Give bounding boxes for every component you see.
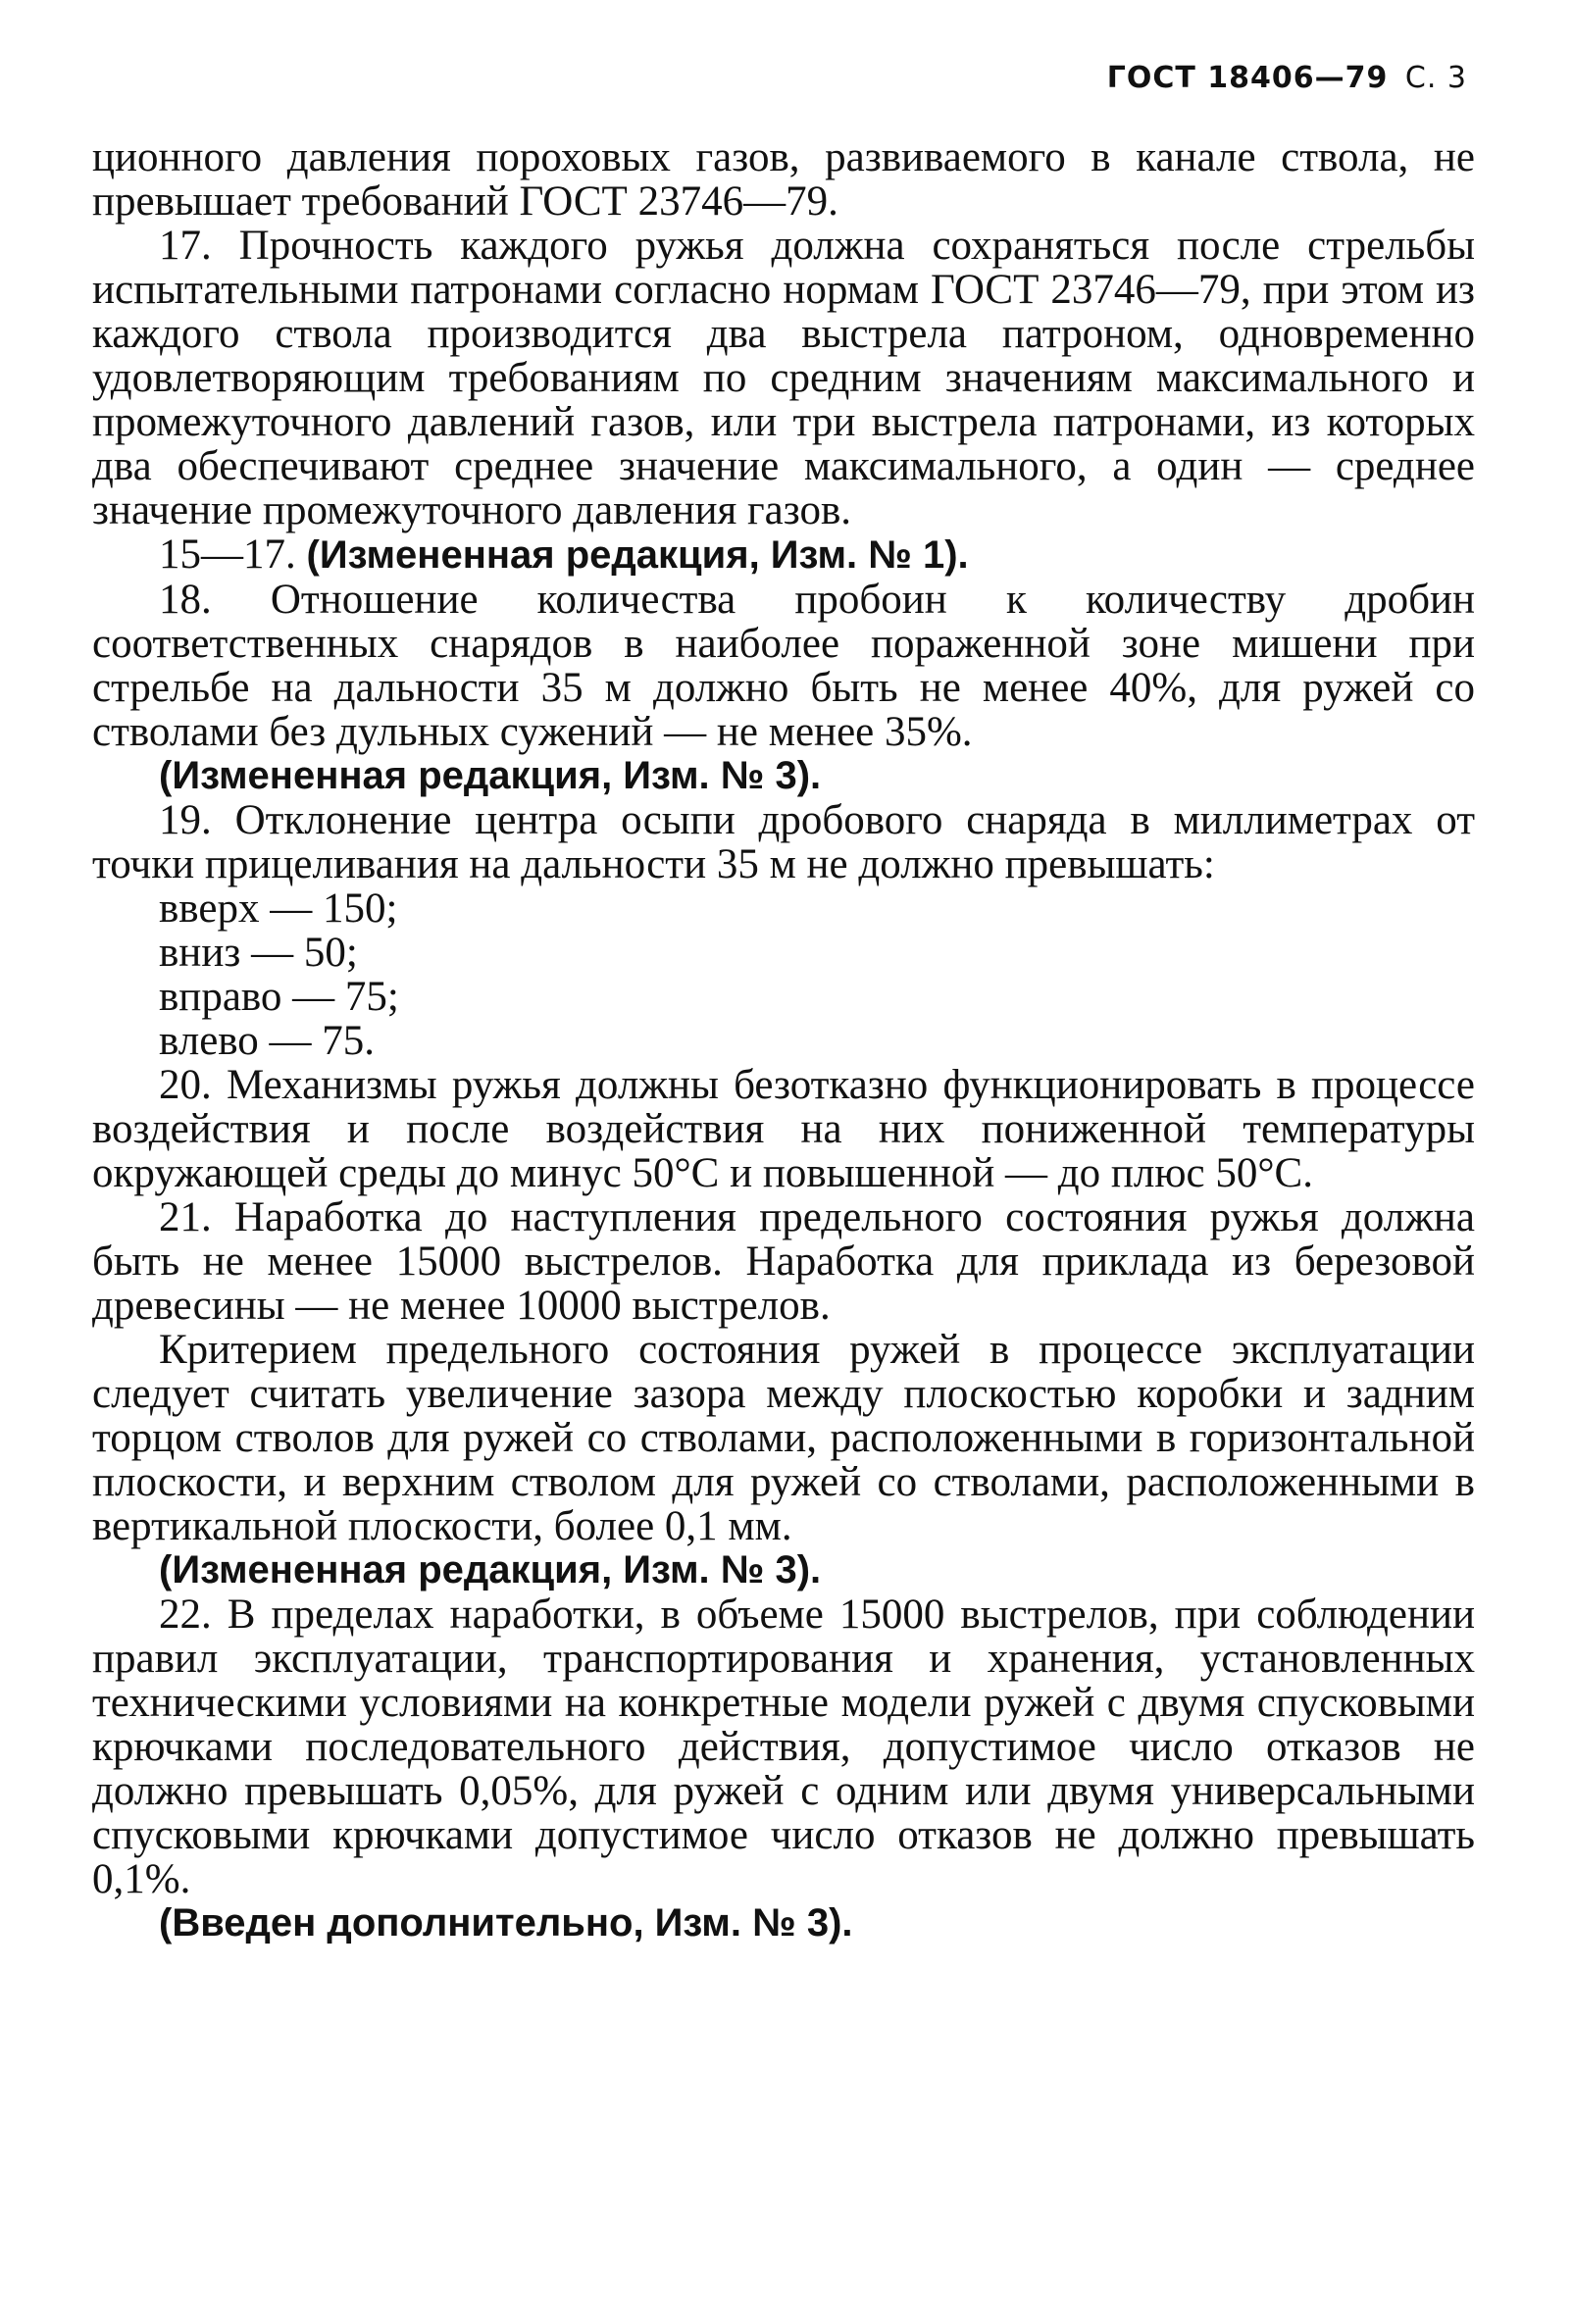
- paragraph-21-criterion: Критерием предельного состояния ружей в процессе эксплуатации следует считать увеличение зазора между плоскостью коробки и задним торцом стволов для ружей со стволами, расположенными в горизонтальной плоскости, и верхним стволом для ружей со стволами, расположенными в вертикальной плоскости, более 0,1 мм.: [92, 1327, 1475, 1549]
- list-item-right: вправо — 75;: [159, 974, 399, 1020]
- paragraph-19: 19. Отклонение центра осыпи дробового снаряда в миллиметрах от точки прицеливания на дальности 35 м не должно превышать:: [92, 797, 1475, 887]
- document-body: [92, 135, 1475, 1945]
- page-number: С. 3: [1404, 61, 1467, 95]
- amendment-note-18: (Измененная редакция, Изм. № 3).: [159, 754, 822, 797]
- list-item-down: вниз — 50;: [159, 930, 358, 976]
- amendment-note-22: (Введен дополнительно, Изм. № 3).: [159, 1901, 853, 1945]
- list-item-up: вверх — 150;: [159, 885, 398, 932]
- paragraph-17: 17. Прочность каждого ружья должна сохраняться после стрельбы испытательными патронами согласно нормам ГОСТ 23746—79, при этом из каждого ствола производится два выстрела патроном, одновременно удовлетворяющим требованиям по средним значениям максимального и промежуточного давлений газов, или три выстрела патронами, из которых два обеспечивают среднее значение максимального, а один — среднее значение промежуточного давления газов.: [92, 223, 1475, 533]
- list-item-left: влево — 75.: [159, 1018, 376, 1064]
- paragraph-18: 18. Отношение количества пробоин к количеству дробин соответственных снарядов в наиболее пораженной зоне мишени при стрельбе на дальности 35 м должно быть не менее 40%, для ружей со стволами без дульных сужений — не менее 35%.: [92, 577, 1475, 755]
- standard-number: ГОСТ 18406—79: [1106, 61, 1389, 95]
- paragraph-continuation: ционного давления пороховых газов, развиваемого в канале ствола, не превышает требований ГОСТ 23746—79.: [92, 134, 1475, 225]
- paragraph-21: 21. Наработка до наступления предельного состояния ружья должна быть не менее 15000 выстрелов. Наработка для приклада из березовой древесины — не менее 10000 выстрелов.: [92, 1194, 1475, 1329]
- paragraph-22: 22. В пределах наработки, в объеме 15000 выстрелов, при соблюдении правил эксплуатации, транспортирования и хранения, установленных техническими условиями на конкретные модели ружей с двумя спусковыми крючками последовательного действия, допустимое число отказов не должно превышать 0,05%, для ружей с одним или двумя универсальными спусковыми крючками допустимое число отказов не должно превышать 0,1%.: [92, 1591, 1475, 1902]
- paragraph-20: 20. Механизмы ружья должны безотказно функционировать в процессе воздействия и после воздействия на них пониженной температуры окружающей среды до минус 50°С и повышенной — до плюс 50°С.: [92, 1062, 1475, 1196]
- amendment-note-21: (Измененная редакция, Изм. № 3).: [159, 1548, 822, 1591]
- amendment-note-15-17: [92, 532, 1475, 578]
- amendment-text: (Измененная редакция, Изм. № 1).: [306, 533, 969, 577]
- page-header: [1107, 61, 1467, 95]
- amendment-range: 15—17.: [159, 531, 307, 578]
